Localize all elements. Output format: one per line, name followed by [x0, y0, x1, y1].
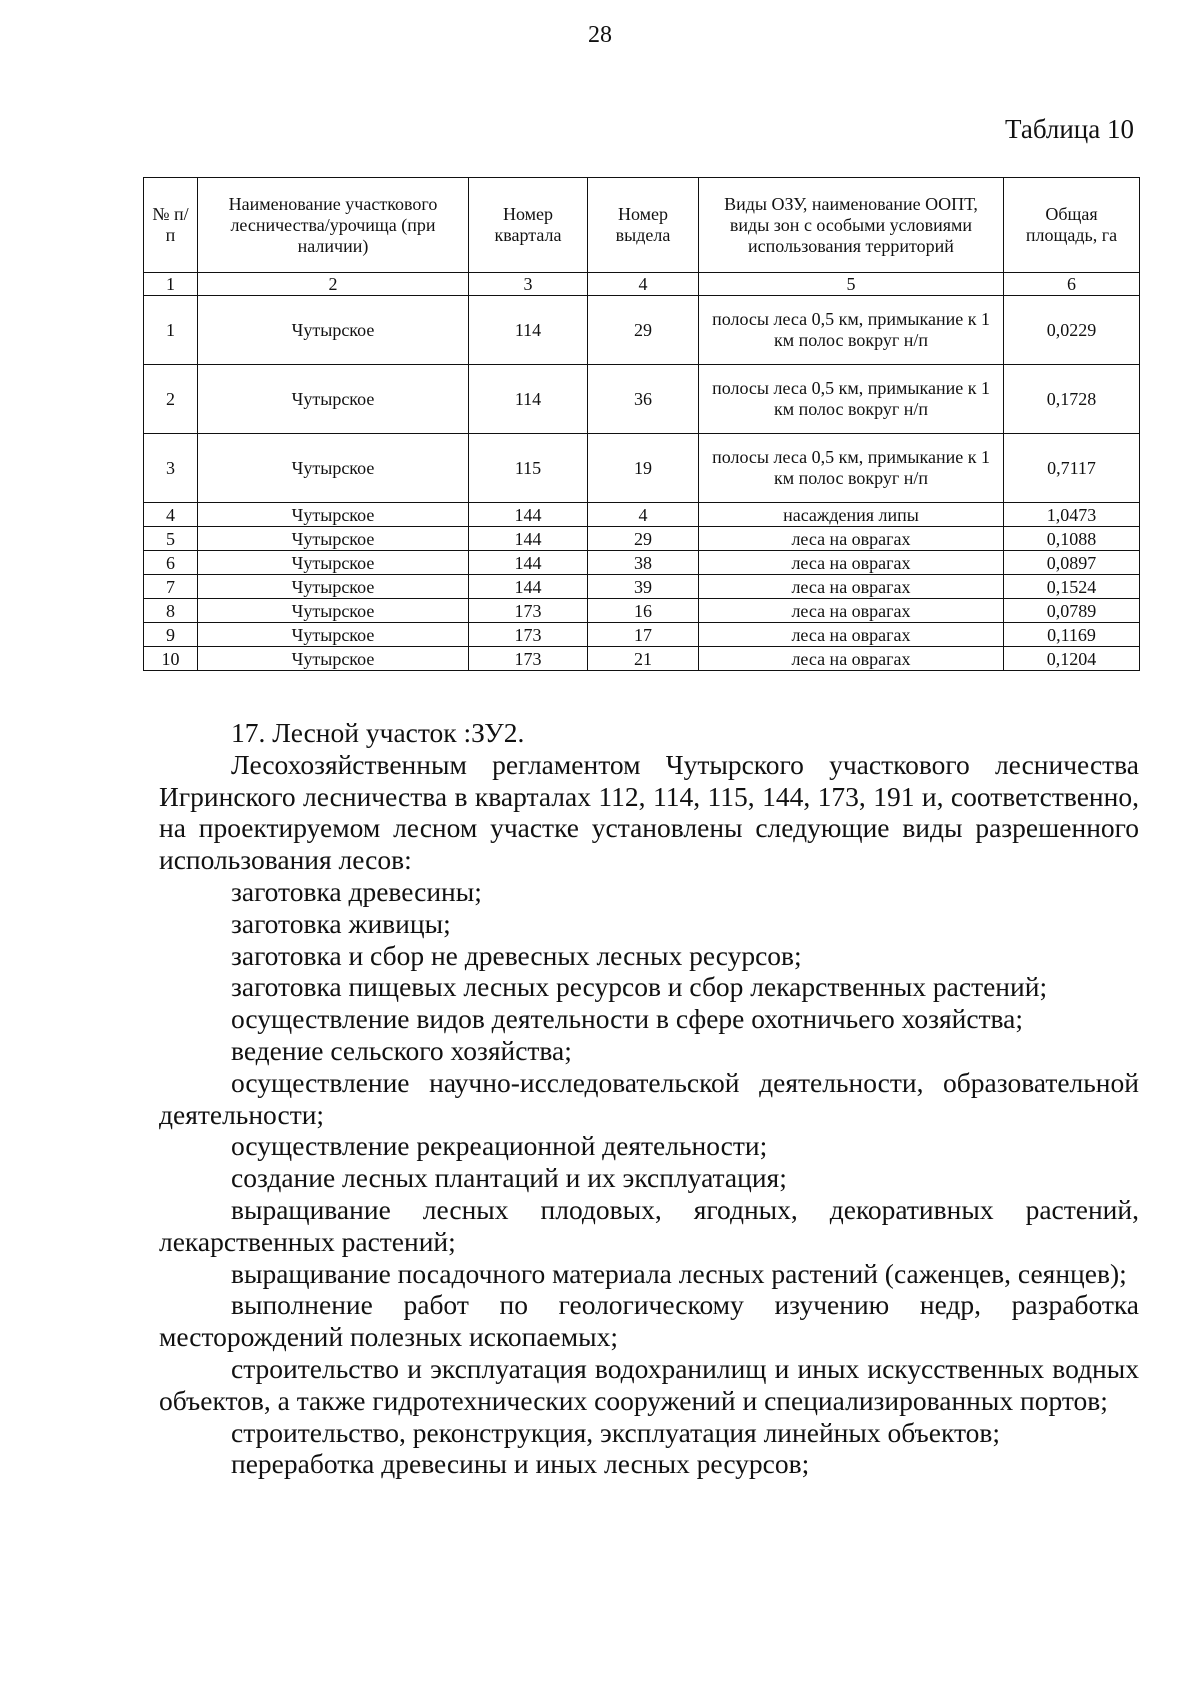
forestry-name-cell: Чутырское: [198, 575, 469, 599]
area-cell: 0,0229: [1004, 296, 1140, 365]
list-item: выращивание посадочного материала лесных растений (саженцев, сеянцев);: [231, 1257, 1127, 1289]
table-row: [144, 527, 1140, 551]
list-item: заготовка древесины;: [231, 875, 482, 907]
area-cell: 0,1088: [1004, 527, 1140, 551]
allotment-number-cell: 16: [588, 599, 699, 623]
forestry-name-cell: Чутырское: [198, 623, 469, 647]
header-cell-total-area: Общая площадь, га: [1004, 178, 1140, 273]
quarter-number-cell: 144: [469, 575, 588, 599]
allotment-number-cell: 21: [588, 647, 699, 671]
row-number-cell: 8: [144, 599, 198, 623]
section-heading: 17. Лесной участок :ЗУ2.: [231, 717, 525, 748]
list-item: осуществление рекреационной деятельности;: [231, 1130, 768, 1162]
column-number-cell: 6: [1004, 273, 1140, 296]
quarter-number-cell: 173: [469, 647, 588, 671]
allotment-number-cell: 4: [588, 503, 699, 527]
allotment-number-cell: 17: [588, 623, 699, 647]
area-cell: 0,1204: [1004, 647, 1140, 671]
quarter-number-cell: 114: [469, 296, 588, 365]
list-item: осуществление видов деятельности в сфере охотничьего хозяйства;: [231, 1003, 1024, 1035]
table-row: [144, 503, 1140, 527]
row-number-cell: 6: [144, 551, 198, 575]
forestry-name-cell: Чутырское: [198, 527, 469, 551]
row-number-cell: 2: [144, 365, 198, 434]
table-row: [144, 365, 1140, 434]
data-table: [143, 177, 1140, 671]
allotment-number-cell: 38: [588, 551, 699, 575]
section-body: [159, 717, 1139, 1480]
forestry-name-cell: Чутырское: [198, 647, 469, 671]
protection-zone-cell: полосы леса 0,5 км, примыкание к 1 км полос вокруг н/п: [699, 434, 1004, 503]
row-number-cell: 9: [144, 623, 198, 647]
allotment-number-cell: 29: [588, 527, 699, 551]
forestry-name-cell: Чутырское: [198, 296, 469, 365]
forestry-name-cell: Чутырское: [198, 551, 469, 575]
intro-paragraph: Лесохозяйственным регламентом Чутырского участкового лесничества Игринского лесничества в кварталах 112, 114, 115, 144, 173, 191 и, соответственно, на проектируемом лесном участке установлены следующие виды разрешенного использования лесов:: [159, 748, 1139, 876]
table-row: [144, 296, 1140, 365]
protection-zone-cell: полосы леса 0,5 км, примыкание к 1 км полос вокруг н/п: [699, 296, 1004, 365]
header-cell-protection-zone-type: Виды ОЗУ, наименование ООПТ, виды зон с особыми условиями использования территорий: [699, 178, 1004, 273]
list-item: создание лесных плантаций и их эксплуатация;: [231, 1162, 787, 1194]
area-cell: 0,7117: [1004, 434, 1140, 503]
allotment-number-cell: 39: [588, 575, 699, 599]
row-number-cell: 5: [144, 527, 198, 551]
protection-zone-cell: леса на оврагах: [699, 575, 1004, 599]
list-item: переработка древесины и иных лесных ресурсов;: [231, 1448, 810, 1480]
protection-zone-cell: полосы леса 0,5 км, примыкание к 1 км полос вокруг н/п: [699, 365, 1004, 434]
column-number-cell: 4: [588, 273, 699, 296]
row-number-cell: 3: [144, 434, 198, 503]
area-cell: 0,1728: [1004, 365, 1140, 434]
protection-zone-cell: леса на оврагах: [699, 623, 1004, 647]
protection-zone-cell: леса на оврагах: [699, 599, 1004, 623]
column-number-row: [144, 273, 1140, 296]
protection-zone-cell: леса на оврагах: [699, 647, 1004, 671]
table-row: [144, 551, 1140, 575]
quarter-number-cell: 115: [469, 434, 588, 503]
list-item: выращивание лесных плодовых, ягодных, декоративных растений, лекарственных растений;: [159, 1193, 1139, 1257]
row-number-cell: 1: [144, 296, 198, 365]
column-number-cell: 5: [699, 273, 1004, 296]
list-item: заготовка пищевых лесных ресурсов и сбор лекарственных растений;: [231, 971, 1048, 1003]
area-cell: 0,0789: [1004, 599, 1140, 623]
protection-zone-cell: леса на оврагах: [699, 527, 1004, 551]
list-item: осуществление научно-исследовательской деятельности, образовательной деятельности;: [159, 1066, 1139, 1130]
quarter-number-cell: 144: [469, 503, 588, 527]
area-cell: 0,0897: [1004, 551, 1140, 575]
column-number-cell: 2: [198, 273, 469, 296]
forestry-name-cell: Чутырское: [198, 599, 469, 623]
header-cell-forestry-name: Наименование участкового лесничества/урочища (при наличии): [198, 178, 469, 273]
list-item: выполнение работ по геологическому изучению недр, разработка месторождений полезных ископаемых;: [159, 1289, 1139, 1353]
row-number-cell: 4: [144, 503, 198, 527]
protection-zone-cell: леса на оврагах: [699, 551, 1004, 575]
quarter-number-cell: 173: [469, 623, 588, 647]
allotment-number-cell: 29: [588, 296, 699, 365]
allotment-number-cell: 19: [588, 434, 699, 503]
area-cell: 0,1169: [1004, 623, 1140, 647]
row-number-cell: 10: [144, 647, 198, 671]
quarter-number-cell: 173: [469, 599, 588, 623]
table-row: [144, 623, 1140, 647]
table-header-row: [144, 178, 1140, 273]
list-item: заготовка живицы;: [231, 907, 451, 939]
area-cell: 1,0473: [1004, 503, 1140, 527]
quarter-number-cell: 144: [469, 527, 588, 551]
forestry-name-cell: Чутырское: [198, 365, 469, 434]
header-cell-allotment-number: Номер выдела: [588, 178, 699, 273]
column-number-cell: 3: [469, 273, 588, 296]
row-number-cell: 7: [144, 575, 198, 599]
table-row: [144, 599, 1140, 623]
header-cell-quarter-number: Номер квартала: [469, 178, 588, 273]
forestry-name-cell: Чутырское: [198, 434, 469, 503]
column-number-cell: 1: [144, 273, 198, 296]
list-item: ведение сельского хозяйства;: [231, 1034, 572, 1066]
header-cell-number: № п/п: [144, 178, 198, 273]
list-item: заготовка и сбор не древесных лесных ресурсов;: [231, 939, 802, 971]
table-row: [144, 647, 1140, 671]
table-row: [144, 434, 1140, 503]
list-item: строительство, реконструкция, эксплуатация линейных объектов;: [231, 1416, 1000, 1448]
quarter-number-cell: 114: [469, 365, 588, 434]
allotment-number-cell: 36: [588, 365, 699, 434]
protection-zone-cell: насаждения липы: [699, 503, 1004, 527]
table-caption: Таблица 10: [1005, 114, 1134, 144]
quarter-number-cell: 144: [469, 551, 588, 575]
list-item: строительство и эксплуатация водохранилищ и иных искусственных водных объектов, а также гидротехнических сооружений и специализированных портов;: [159, 1352, 1139, 1416]
table-row: [144, 575, 1140, 599]
forestry-name-cell: Чутырское: [198, 503, 469, 527]
area-cell: 0,1524: [1004, 575, 1140, 599]
page-number: 28: [588, 22, 612, 48]
